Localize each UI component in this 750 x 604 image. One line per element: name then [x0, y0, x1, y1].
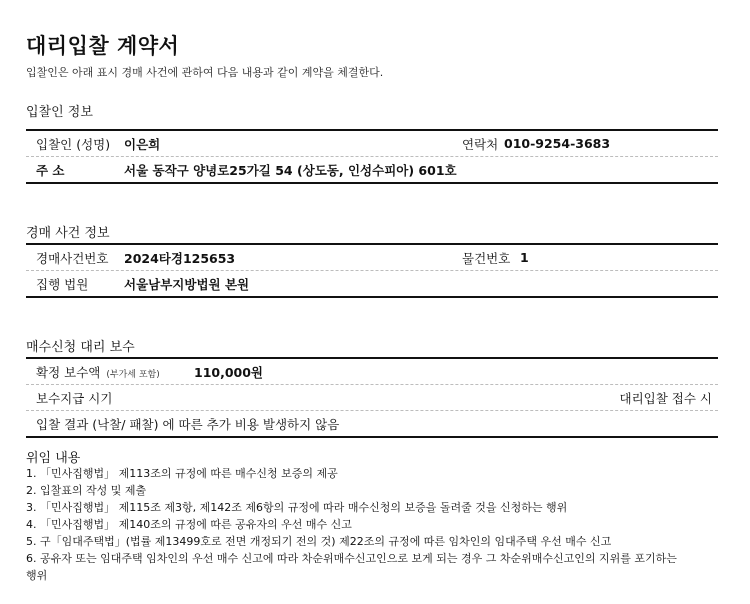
- case-number-row: [26, 245, 718, 270]
- fee-timing-row: [26, 384, 718, 410]
- address-value: 서울 동작구 양녕로25가길 54 (상도동, 인성수피아) 601호: [124, 162, 457, 178]
- fee-note-row: [26, 410, 718, 436]
- case-table: [26, 243, 718, 298]
- bidder-name-label: 입찰인 (성명): [36, 136, 111, 152]
- item-number-value: 1: [520, 250, 529, 265]
- fee-timing-label: 보수지급 시기: [36, 390, 113, 406]
- fee-amount-label-group: [36, 363, 160, 381]
- contact-label: 연락처: [462, 136, 499, 152]
- page-title: 대리입찰 계약서: [26, 34, 180, 58]
- list-item: 3. 「민사집행법」 제115조 제3항, 제142조 제6항의 규정에 따라 매수신청의 보증을 돌려줄 것을 신청하는 행위: [26, 501, 568, 514]
- list-item: 1. 「민사집행법」 제113조의 규정에 따른 매수신청 보증의 제공: [26, 467, 338, 480]
- fee-timing-value: 대리입찰 접수 시: [619, 390, 712, 406]
- item-number-label: 물건번호: [462, 250, 511, 266]
- list-item: 4. 「민사집행법」 제140조의 규정에 따른 공유자의 우선 매수 신고: [26, 518, 352, 531]
- delegation-list: [26, 465, 726, 584]
- court-label: 집행 법원: [36, 276, 89, 292]
- case-number-value: 2024타경125653: [124, 250, 236, 266]
- fee-table: [26, 357, 718, 438]
- fee-amount-value: 110,000원: [194, 364, 264, 380]
- delegation-section-heading: 위임 내용: [26, 451, 81, 466]
- bidder-table: [26, 129, 718, 184]
- list-item: 2. 입찰표의 작성 및 제출: [26, 484, 147, 497]
- bidder-name-value: 이은희: [124, 136, 161, 152]
- fee-section-heading: 매수신청 대리 보수: [26, 340, 135, 355]
- list-item: 6. 공유자 또는 임대주택 임차인의 우선 매수 신고에 따라 차순위매수신고인으로 보게 되는 경우 그 차순위매수신고인의 지위를 포기하는: [26, 552, 677, 565]
- case-number-label: 경매사건번호: [36, 250, 109, 266]
- court-row: [26, 270, 718, 296]
- list-item: 행위: [26, 569, 48, 582]
- fee-vat-note: (부가세 포함): [106, 369, 160, 380]
- address-label: 주 소: [36, 162, 65, 178]
- bidder-address-row: [26, 156, 718, 182]
- contact-value: 010-9254-3683: [504, 136, 611, 151]
- fee-note: 입찰 결과 (낙찰/ 패찰) 에 따른 추가 비용 발생하지 않음: [36, 416, 340, 432]
- case-section-heading: 경매 사건 정보: [26, 226, 110, 241]
- court-value: 서울남부지방법원 본원: [124, 276, 250, 292]
- fee-amount-row: [26, 359, 718, 384]
- intro-text: 입찰인은 아래 표시 경매 사건에 관하여 다음 내용과 같이 계약을 체결한다.: [26, 66, 384, 79]
- list-item: 5. 구「임대주택법」(법률 제13499호로 전면 개정되기 전의 것) 제22조의 규정에 따른 임차인의 임대주택 우선 매수 신고: [26, 535, 612, 548]
- bidder-section-heading: 입찰인 정보: [26, 105, 93, 120]
- fee-amount-label: 확정 보수액: [36, 364, 101, 380]
- bidder-name-row: [26, 131, 718, 156]
